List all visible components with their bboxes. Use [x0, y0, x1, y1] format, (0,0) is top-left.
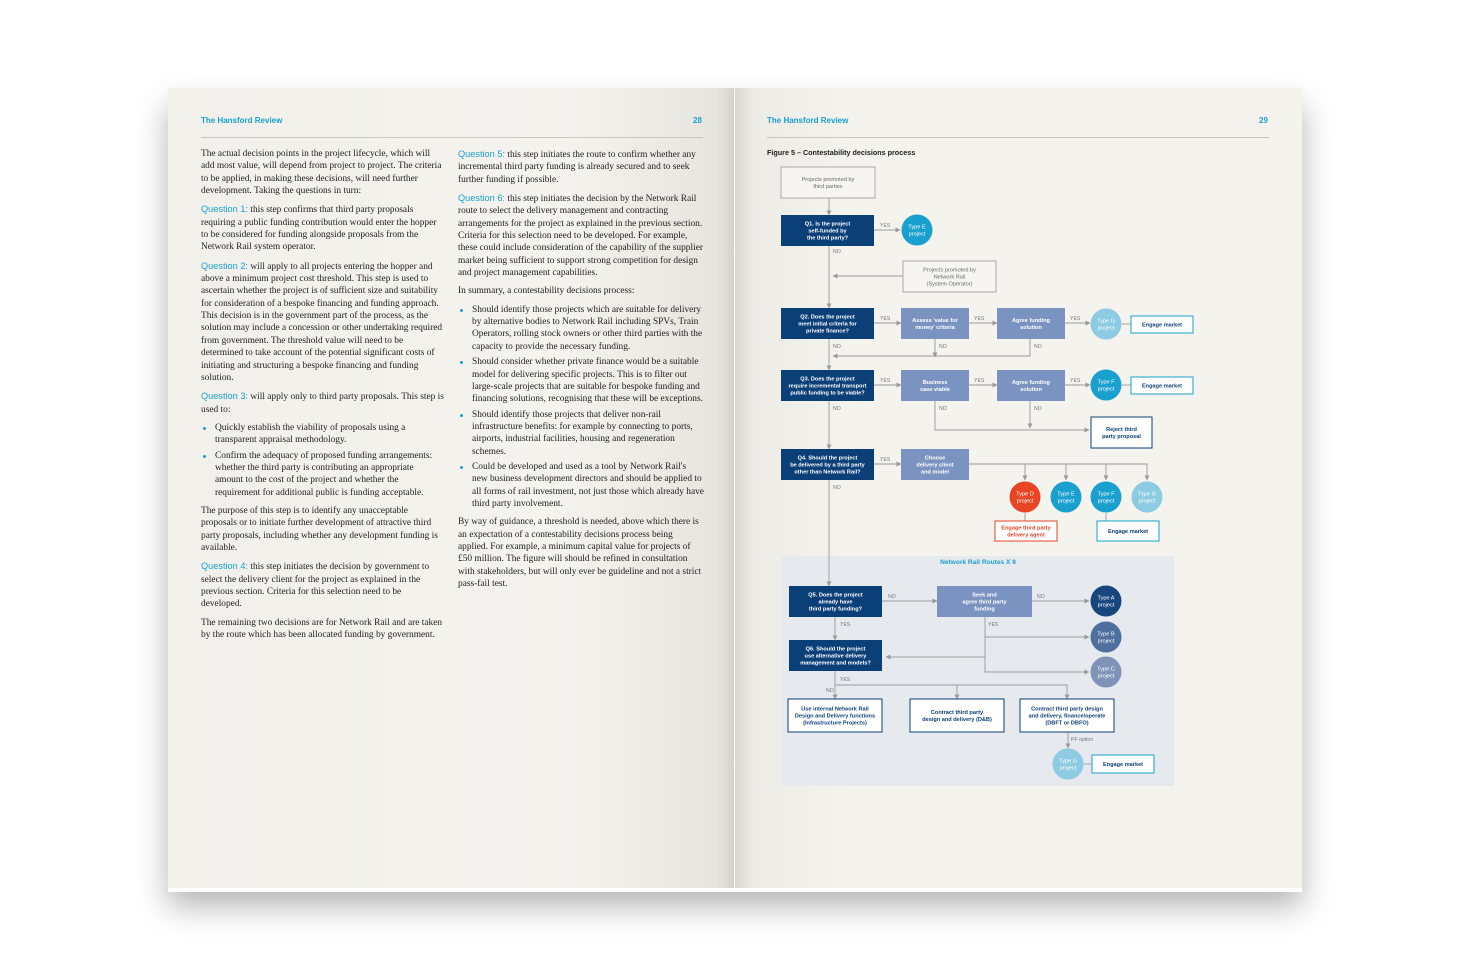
node-text: solution [1020, 325, 1042, 331]
edge-label: NO [939, 344, 947, 350]
node-text: other than Network Rail? [794, 469, 861, 476]
node-text: agree third party [962, 599, 1007, 606]
node-text: Engage market [1102, 762, 1144, 768]
node-text: and delivery, finance/operate [1028, 713, 1106, 720]
region-title: Network Rail Routes X 8 [940, 559, 1016, 566]
page-number: 29 [1259, 116, 1268, 125]
node-text: public funding to be viable? [790, 390, 865, 397]
node-text: project [1059, 765, 1077, 772]
connector [969, 464, 1147, 480]
node-text: project [1057, 498, 1075, 505]
edge-label: YES [880, 378, 891, 384]
page-number: 28 [693, 116, 702, 125]
edge-label: YES [880, 223, 891, 229]
paragraph: The actual decision points in the project lifecycle, which will add most value, will depend from project to project. The criteria to be applied, in making these decisions, will need further development. Taking the questions in turn: [201, 149, 442, 197]
node-text: private finance? [806, 328, 849, 335]
node-text: self-funded by [808, 228, 847, 235]
paragraph: In summary, a contestability decisions process: [458, 286, 635, 297]
paragraph: By way of guidance, a threshold is needed, above which there is an expectation of a contestability decisions process being applied. For example, a minimum capital value for projects of £50 million. The figure will should be refined in consultation with stakeholders, but will only ever be guideline and not a strict pass-fail test. [458, 517, 702, 589]
node-text: funding [974, 606, 995, 613]
edge-label: NO [833, 485, 841, 491]
question-paragraph: Question 1: this step confirms that third party proposals requiring a public funding contribution would enter the hopper to be considered for funding alongside proposals from the Network Rail system operator. [201, 204, 437, 253]
node-text: Agree funding [1012, 380, 1050, 386]
node-text: Contract third party design [1031, 706, 1103, 713]
node-text: (DBFT or DBFO) [1045, 720, 1089, 727]
node-text: Q6. Should the project [805, 646, 866, 653]
node-text: Design and Delivery functions [794, 713, 876, 720]
node-text: Type C [1097, 666, 1115, 673]
running-title: The Hansford Review [201, 116, 283, 125]
node-text: Type B [1097, 631, 1115, 638]
node-text: Network Rail [933, 274, 966, 281]
node-text: Agree funding [1012, 318, 1050, 324]
node-text: already have [818, 599, 853, 606]
list-item: Confirm the adequacy of proposed funding arrangements: whether the third party is contributing an appropriate amount to the cost of the project and whether the requirement for additional public is funding acceptable. [201, 450, 444, 499]
question-label: Question 4: [201, 561, 248, 572]
node-text: Q2. Does the project [800, 314, 855, 321]
node-text: Q3. Does the project [800, 376, 855, 383]
edge-label: NO [833, 406, 841, 412]
node-text: use alternative delivery [804, 653, 867, 660]
node-text: Type G [1137, 491, 1157, 498]
edge-label: YES [988, 622, 999, 628]
node-text: Engage third party [1001, 525, 1051, 532]
flowchart [735, 88, 1302, 888]
node-text: Type E [908, 224, 926, 231]
edge-label: NO [833, 249, 841, 255]
bullet-list [458, 304, 704, 511]
node-text: project [1097, 498, 1115, 505]
question-paragraph: Question 3: will apply only to third party proposals. This step is used to: [201, 391, 444, 415]
node-text: third parties [813, 184, 843, 190]
edge-label: YES [1070, 316, 1081, 322]
edge-label: NO [1034, 406, 1042, 412]
node-text: Choose [924, 455, 946, 462]
question-paragraph: Question 6: this step initiates the decision by the Network Rail route to select the delivery management and contracting arrangements for the project as explained in the previous section. Criteria for this selection need to be developed. For example, these could include consideration of the capability of the supplier market being sufficient to support strong competition for design and project management capabilities. [458, 193, 703, 279]
question-paragraph: Question 4: this step initiates the decision by government to select the delivery client for the project as explained in the previous section. Criteria for this selection need to be developed. [201, 561, 430, 610]
edge-label: NO [1034, 344, 1042, 350]
node-text: Type G [1096, 318, 1116, 325]
edge-label: NO [1037, 594, 1045, 600]
node-text: the third party? [806, 235, 849, 242]
running-title: The Hansford Review [767, 116, 849, 125]
edge-label: NO [826, 688, 834, 694]
node-text: Projects promoted by [923, 267, 976, 274]
node-text: (System Operator) [926, 281, 973, 288]
node-text: design and delivery (D&B) [922, 717, 992, 723]
connector [833, 339, 1030, 356]
node-text: be delivered by a third party [790, 462, 865, 469]
question-label: Question 3: [201, 391, 248, 402]
edge-label: NO [939, 406, 947, 412]
node-text: project [1016, 498, 1034, 505]
paragraph: The remaining two decisions are for Network Rail and are taken by the route which has been allocated funding by government. [201, 617, 443, 641]
question-label: Question 1: [201, 204, 248, 215]
right-column [458, 148, 704, 596]
node-text: Engage market [1107, 529, 1149, 535]
node-text: project [1097, 673, 1115, 680]
node-text: meet initial criteria for [798, 321, 857, 328]
edge-label: YES [880, 457, 891, 463]
node-text: third party funding? [808, 606, 863, 613]
node-text: Type F [1097, 491, 1115, 498]
node-text: project [1097, 386, 1115, 393]
node-text: Reject third [1106, 427, 1137, 433]
question-label: Question 2: [201, 260, 248, 271]
node-text: Q4. Should the project [797, 455, 858, 462]
node-text: Type A [1097, 595, 1115, 602]
question-paragraph: Question 5: this step initiates the route to confirm whether any incremental third party funding is already secured and to seek further funding if possible. [458, 149, 696, 185]
node-text: require incremental transport [788, 383, 867, 390]
right-page [735, 88, 1302, 888]
node-text: project [908, 231, 926, 238]
question-label: Question 5: [458, 149, 505, 159]
node-text: case viable [920, 387, 950, 393]
paragraph: The purpose of this step is to identify any unacceptable proposals or to initiate further development of attractive third party proposals, including whether any development funding is available. [201, 505, 438, 553]
node-text: Type F [1097, 379, 1115, 386]
node-text: management and models? [800, 660, 871, 667]
node-text: Seek and [972, 592, 997, 599]
list-item: Could be developed and used as a tool by Network Rail's new business development directors and should be applied to all forms of rail investment, not just those which already have third party involvement. [458, 461, 704, 510]
list-item: Should identify those projects that deliver non-rail infrastructure benefits: for example by connecting to ports, airports, industrial facilities, housing and regeneration schemes. [458, 409, 704, 458]
list-item: Quickly establish the viability of proposals using a transparent appraisal methodology. [201, 422, 444, 447]
question-paragraph: Question 2: will apply to all projects entering the hopper and above a minimum project cost threshold. This step is used to ascertain whether the project is of sufficient size and suitability for consideration of a bespoke financing and funding approach. This decision is in the government part of the process, as the solution may include a concession or other undertaking required from government. The threshold value will need to be determined to take account of the potential significant costs of initiating and structuring a bespoke financing and funding solution. [201, 260, 443, 383]
edge-label: YES [880, 316, 891, 322]
edge-label: NO [888, 594, 896, 600]
edge-label: YES [840, 677, 851, 683]
node-text: Business [922, 380, 948, 386]
header-rule [201, 137, 703, 138]
node-text: Q1. Is the project [804, 221, 851, 228]
node-text: project [1138, 498, 1156, 505]
list-item: Should identify those projects which are suitable for delivery by alternative bodies to Network Rail including SPVs, Train Operators, rolling stock owners or other third parties with the capacity to provide the necessary funding. [458, 304, 704, 353]
node-text: delivery agent [1007, 532, 1045, 539]
edge-label: PF option [1071, 737, 1094, 743]
node-text: Engage market [1141, 322, 1183, 329]
edge-label: NO [833, 344, 841, 350]
node-text: Q5. Does the project [808, 592, 863, 599]
edge-label: YES [840, 622, 851, 628]
node-text: Contract third party [930, 710, 984, 716]
edge-label: YES [974, 316, 985, 322]
node-text: Assess 'value for [912, 318, 958, 324]
node-text: Type D [1016, 491, 1034, 498]
node-text: Type G [1058, 758, 1078, 765]
node-text: Engage market [1141, 383, 1183, 390]
edge-label: YES [1070, 378, 1081, 384]
node-text: (Infrastructure Projects) [803, 720, 867, 727]
left-column [201, 148, 444, 647]
figure-title: Figure 5 – Contestability decisions process [767, 148, 916, 157]
node-text: and model [921, 469, 949, 476]
list-item: Should consider whether private finance would be a suitable model for delivering specific projects. This is to filter out large-scale projects that are suitable for bespoke funding and financing solutions, recognising that these will be exceptions. [458, 356, 704, 405]
node-text: Use internal Network Rail [801, 706, 869, 713]
node-text: party proposal [1102, 434, 1141, 440]
node-text: Type E [1057, 491, 1075, 498]
node-text: project [1097, 325, 1115, 332]
question-label: Question 6: [458, 193, 505, 204]
left-page [168, 88, 734, 888]
node-text: money' criteria [915, 325, 955, 331]
node-text: project [1097, 638, 1115, 645]
edge-label: YES [974, 378, 985, 384]
connector [935, 401, 1089, 430]
node-text: project [1097, 602, 1115, 609]
node-text: Projects promoted by [801, 177, 855, 183]
node-text: delivery client [916, 462, 954, 469]
node-text: solution [1020, 387, 1042, 393]
bullet-list [201, 422, 444, 499]
